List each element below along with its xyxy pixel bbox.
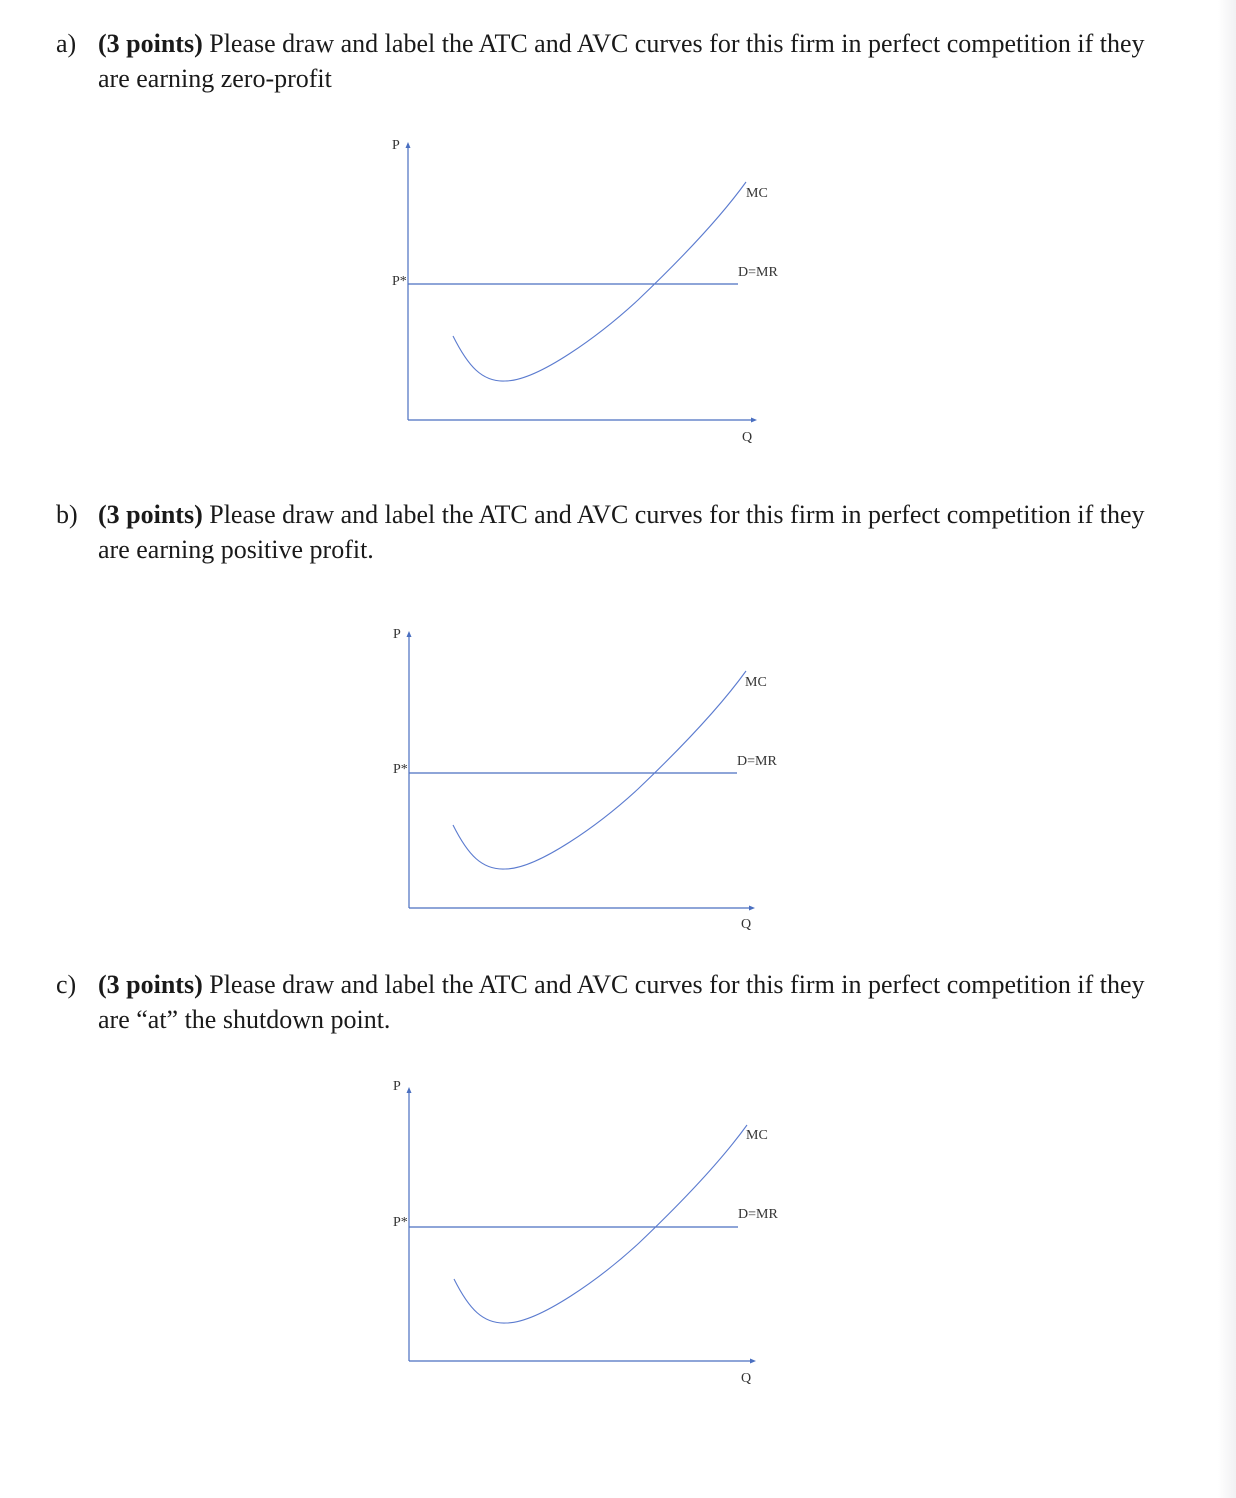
question-text [98, 26, 1148, 96]
question-points: (3 points) [98, 500, 203, 529]
mc-curve [453, 671, 746, 869]
demand-label: D=MR [738, 1207, 778, 1222]
y-axis-arrow [407, 1087, 412, 1093]
mc-label: MC [746, 186, 768, 201]
question-text [98, 967, 1148, 1037]
y-axis-label: P [393, 1079, 401, 1094]
page-edge-shadow [1218, 0, 1236, 1498]
demand-label: D=MR [738, 265, 778, 280]
graph-a [380, 130, 800, 445]
y-axis-label: P [393, 627, 401, 642]
graph-c [380, 1072, 800, 1386]
graph-canvas [380, 619, 800, 929]
graph-canvas [380, 130, 800, 440]
question-letter: c) [56, 970, 77, 999]
graph-b [380, 619, 800, 932]
y-axis-label: P [392, 138, 400, 153]
x-axis-label: Q [742, 430, 753, 445]
y-axis-arrow [406, 142, 411, 148]
question-text [98, 497, 1148, 567]
x-axis-arrow [750, 1359, 756, 1364]
question-prompt: Please draw and label the ATC and AVC curves for this firm in perfect competition if they are “at” the shutdown point. [98, 970, 1145, 1034]
price-label: P* [392, 274, 407, 289]
question-letter: a) [56, 29, 77, 58]
question-points: (3 points) [98, 970, 203, 999]
x-axis-label: Q [741, 917, 752, 932]
x-axis-arrow [751, 418, 757, 423]
question-prompt: Please draw and label the ATC and AVC curves for this firm in perfect competition if they are earning zero-profit [98, 29, 1145, 93]
y-axis-arrow [407, 631, 412, 637]
question-prompt: Please draw and label the ATC and AVC curves for this firm in perfect competition if they are earning positive profit. [98, 500, 1145, 564]
demand-label: D=MR [737, 754, 777, 769]
x-axis-label: Q [741, 1371, 752, 1386]
mc-curve [453, 182, 746, 381]
x-axis-arrow [749, 906, 755, 911]
price-label: P* [393, 762, 408, 777]
question-letter: b) [56, 500, 78, 529]
mc-label: MC [746, 1128, 768, 1143]
price-label: P* [393, 1215, 408, 1230]
question-points: (3 points) [98, 29, 203, 58]
mc-curve [454, 1125, 747, 1323]
graph-canvas [380, 1072, 800, 1382]
mc-label: MC [745, 675, 767, 690]
